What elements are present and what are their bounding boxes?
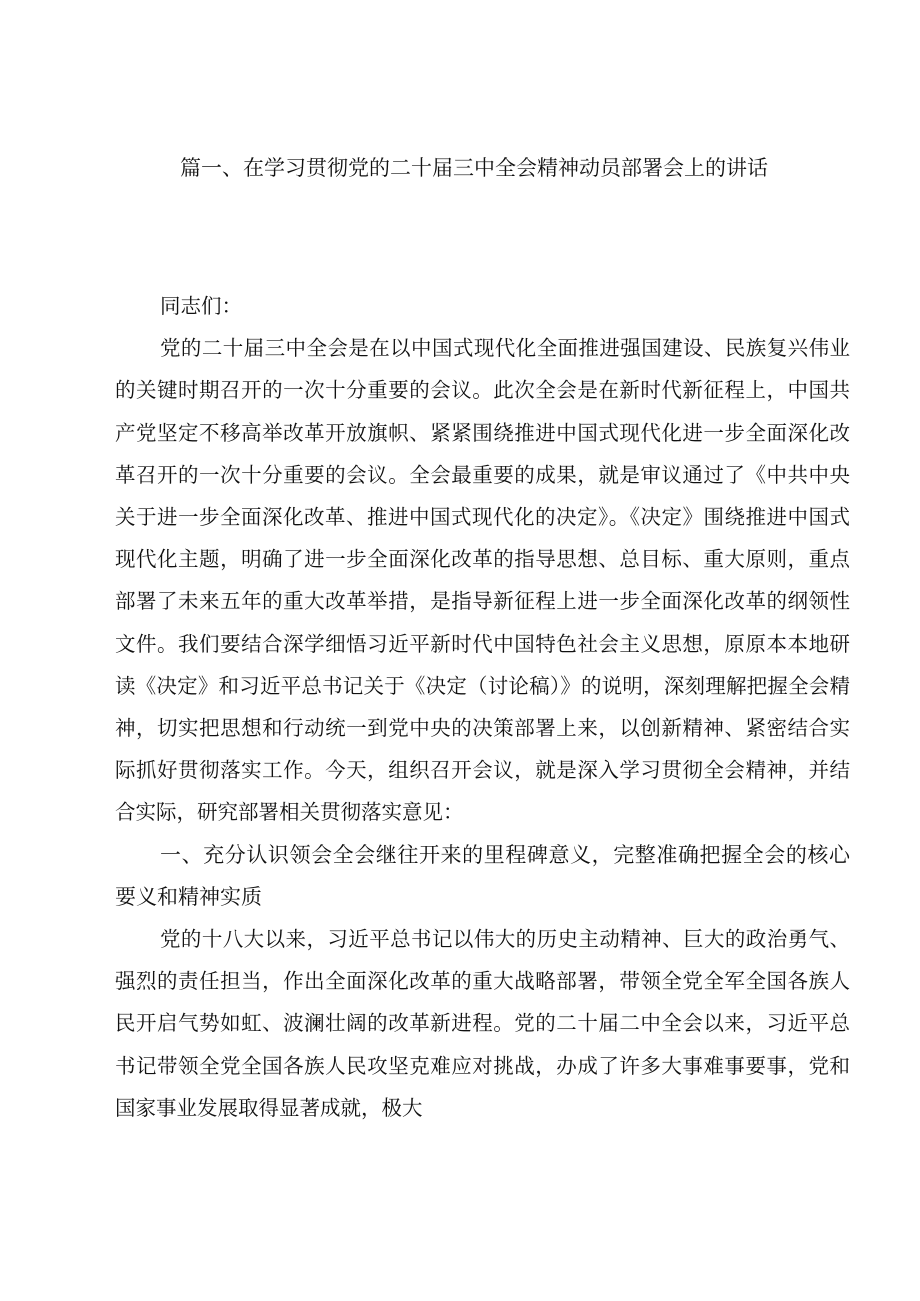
document-title: 篇一、在学习贯彻党的二十届三中全会精神动员部署会上的讲话: [180, 156, 768, 180]
section-heading: 一、充分认识领会全会继往开来的里程碑意义，完整准确把握全会的核心要义和精神实质: [115, 842, 850, 909]
salutation: 同志们：: [160, 294, 242, 318]
document-body: [115, 285, 850, 1129]
paragraph: 党的二十届三中全会是在以中国式现代化全面推进强国建设、民族复兴伟业的关键时期召开的一次十分重要的会议。此次全会是在新时代新征程上，中国共产党坚定不移高举改革开放旗帜、紧紧围绕推进中国式现代化进一步全面深化改革召开的一次十分重要的会议。全会最重要的成果，就是审议通过了《中共中央关于进一步全面深化改革、推进中国式现代化的决定》。《决定》围绕推进中国式现代化主题，明确了进一步全面深化改革的指导思想、总目标、重大原则，重点部署了未来五年的重大改革举措，是指导新征程上进一步全面深化改革的纲领性文件。我们要结合深学细悟习近平新时代中国特色社会主义思想，原原本本地研读《决定》和习近平总书记关于《决定（讨论稿）》的说明，深刻理解把握全会精神，切实把思想和行动统一到党中央的决策部署上来，以创新精神、紧密结合实际抓好贯彻落实工作。今天，组织召开会议，就是深入学习贯彻全会精神，并结合实际，研究部署相关贯彻落实意见：: [115, 336, 850, 825]
paragraph: 党的十八大以来，习近平总书记以伟大的历史主动精神、巨大的政治勇气、强烈的责任担当，作出全面深化改革的重大战略部署，带领全党全军全国各族人民开启气势如虹、波澜壮阔的改革新进程。党的二十届二中全会以来，习近平总书记带领全党全国各族人民攻坚克难应对挑战，办成了许多大事难事要事，党和国家事业发展取得显著成就，极大: [115, 927, 850, 1120]
